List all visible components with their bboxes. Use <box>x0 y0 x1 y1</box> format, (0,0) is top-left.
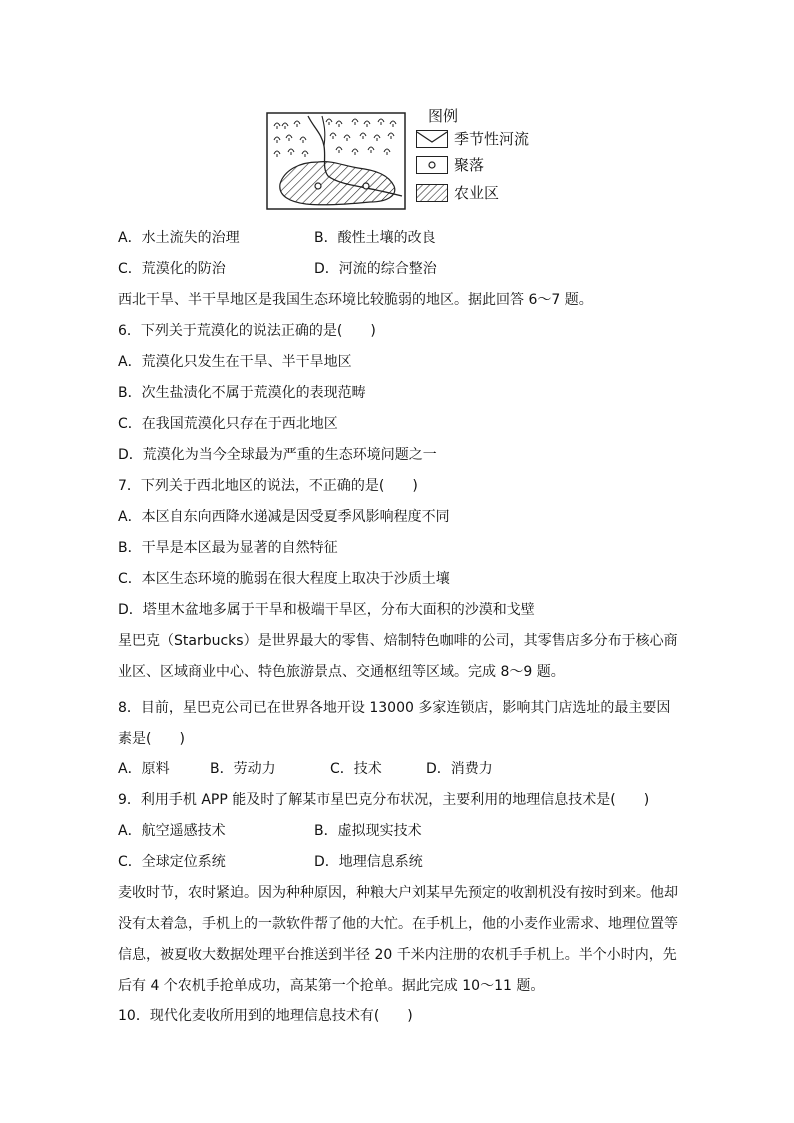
settlement-symbol-1 <box>315 183 321 189</box>
q6-option-c: C．在我国荒漠化只存在于西北地区 <box>118 416 338 432</box>
q9-stem: 9．利用手机 APP 能及时了解某市星巴克分布状况，主要利用的地理信息技术是( ) <box>118 792 650 808</box>
legend-item-settlement <box>416 154 484 176</box>
q6-option-a: A．荒漠化只发生在干旱、半干旱地区 <box>118 354 352 370</box>
q6-option-b: B．次生盐渍化不属于荒漠化的表现范畴 <box>118 385 366 401</box>
q5-option-c: C．荒漠化的防治 <box>118 261 226 277</box>
q9-option-d: D．地理信息系统 <box>314 854 423 870</box>
map-figure <box>266 106 546 212</box>
q8-option-b: B．劳动力 <box>210 761 276 777</box>
q8-stem: 8．目前，星巴克公司已在世界各地开设 13000 多家连锁店，影响其门店选址的最主要因素是( ) <box>118 700 671 747</box>
legend-label-seasonal-river: 季节性河流 <box>454 130 530 148</box>
q5-option-a: A．水土流失的治理 <box>118 230 240 246</box>
settlement-icon <box>416 156 448 174</box>
q5-option-b: B．酸性土壤的改良 <box>314 230 436 246</box>
q9-option-a: A．航空遥感技术 <box>118 823 226 839</box>
legend-item-agricultural-area <box>416 182 499 204</box>
q6-option-d: D．荒漠化为当今全球最为严重的生态环境问题之一 <box>118 447 437 463</box>
q8-option-a: A．原料 <box>118 761 170 777</box>
q8-option-c: C．技术 <box>330 761 382 777</box>
region-map <box>266 112 406 210</box>
q6-stem: 6．下列关于荒漠化的说法正确的是( ) <box>118 323 376 339</box>
q7-stem: 7．下列关于西北地区的说法，不正确的是( ) <box>118 478 418 494</box>
q9-option-c: C．全球定位系统 <box>118 854 226 870</box>
intro-8-9: 星巴克（Starbucks）是世界最大的零售、焙制特色咖啡的公司，其零售店多分布于核心商业区、区域商业中心、特色旅游景点、交通枢纽等区域。完成 8～9 题。 <box>118 633 678 680</box>
legend-item-seasonal-river <box>416 128 529 150</box>
intro-10-11: 麦收时节，农时紧迫。因为种种原因，种粮大户刘某早先预定的收割机没有按时到来。他却没有太着急，手机上的一款软件帮了他的大忙。在手机上，他的小麦作业需求、地理位置等信息，被夏收大数据处理平台推送到半径 20 千米内注册的农机手手机上。半个小时内，先后有 4 个农机手抢单成功，高某第一个抢单。据此完成 10～11 题。 <box>118 885 678 994</box>
intro-6-7: 西北干旱、半干旱地区是我国生态环境比较脆弱的地区。据此回答 6～7 题。 <box>118 292 593 308</box>
q7-option-b: B．干旱是本区最为显著的自然特征 <box>118 540 338 556</box>
settlement-symbol-2 <box>363 183 369 189</box>
legend-label-settlement: 聚落 <box>454 156 485 174</box>
legend-title: 图例 <box>428 107 459 125</box>
q7-option-c: C．本区生态环境的脆弱在很大程度上取决于沙质土壤 <box>118 571 450 587</box>
q5-option-d: D．河流的综合整治 <box>314 261 437 277</box>
map-legend <box>416 106 546 212</box>
q9-option-b: B．虚拟现实技术 <box>314 823 422 839</box>
q10-stem: 10．现代化麦收所用到的地理信息技术有( ) <box>118 1008 413 1024</box>
q7-option-d: D．塔里木盆地多属于干旱和极端干旱区，分布大面积的沙漠和戈壁 <box>118 602 535 618</box>
q7-option-a: A．本区自东向西降水递减是因受夏季风影响程度不同 <box>118 509 450 525</box>
legend-label-agricultural-area: 农业区 <box>454 184 500 202</box>
seasonal-river-icon <box>416 130 448 148</box>
agricultural-area-icon <box>416 184 448 202</box>
q8-option-d: D．消费力 <box>426 761 493 777</box>
